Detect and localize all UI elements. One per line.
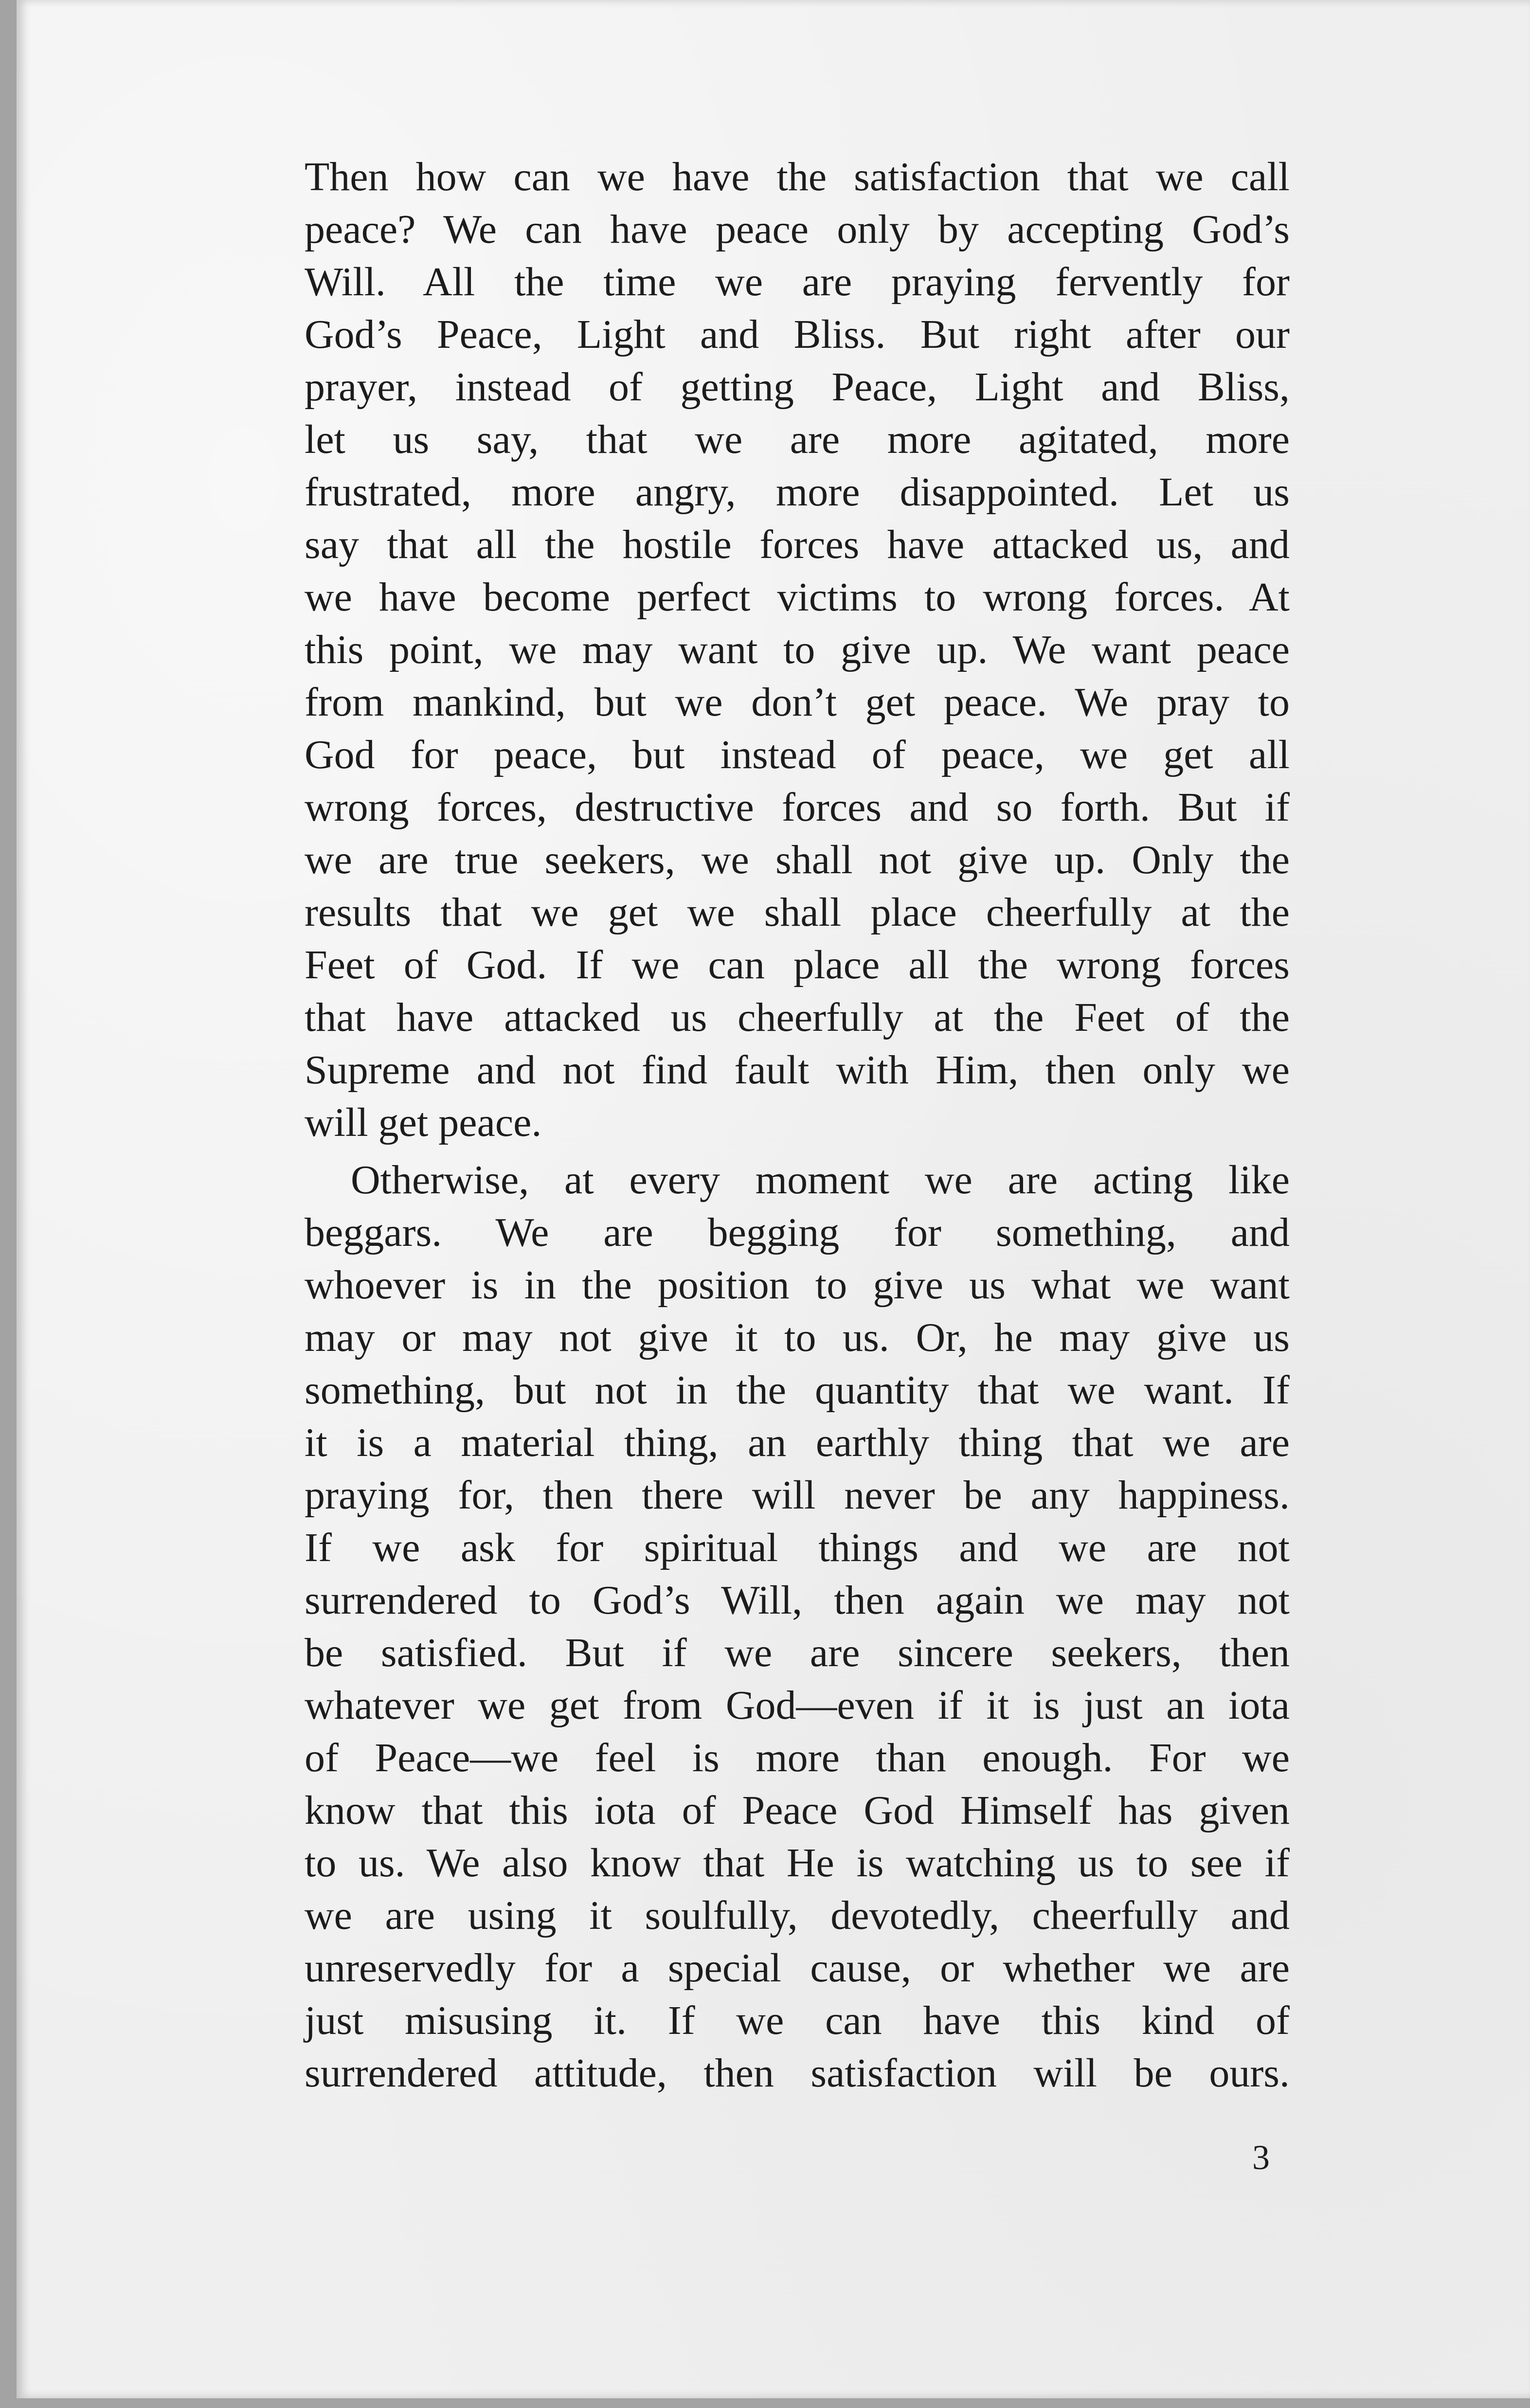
text-line: Then how can we have the satisfaction that we call xyxy=(305,154,1290,199)
text-line: something, but not in the quantity that we want. If xyxy=(305,1367,1290,1413)
text-line: that have attacked us cheerfully at the Feet of the xyxy=(305,995,1290,1040)
text-line: this point, we may want to give up. We want peace xyxy=(305,627,1290,672)
text-line: just misusing it. If we can have this kind of xyxy=(305,1998,1290,2043)
text-line: Otherwise, at every moment we are acting like xyxy=(351,1157,1290,1203)
text-line: we are using it soulfully, devotedly, cheerfully and xyxy=(305,1893,1290,1938)
text-line: let us say, that we are more agitated, more xyxy=(305,417,1290,462)
text-line: surrendered to God’s Will, then again we may not xyxy=(305,1578,1290,1623)
text-line: God’s Peace, Light and Bliss. But right after our xyxy=(305,312,1290,357)
text-line: wrong forces, destructive forces and so forth. But if xyxy=(305,785,1290,830)
text-line: If we ask for spiritual things and we are not xyxy=(305,1525,1290,1570)
text-line: to us. We also know that He is watching us to see if xyxy=(305,1840,1290,1886)
text-line: praying for, then there will never be any happiness. xyxy=(305,1473,1290,1518)
text-line: Will. All the time we are praying fervently for xyxy=(305,259,1290,305)
text-line: will get peace. xyxy=(305,1100,542,1145)
text-line: from mankind, but we don’t get peace. We pray to xyxy=(305,680,1290,725)
text-line: say that all the hostile forces have attacked us, and xyxy=(305,522,1290,567)
text-line: we have become perfect victims to wrong forces. At xyxy=(305,575,1290,620)
text-line: God for peace, but instead of peace, we get all xyxy=(305,732,1290,777)
text-line: peace? We can have peace only by accepting God’s xyxy=(305,207,1290,252)
text-line: it is a material thing, an earthly thing that we are xyxy=(305,1420,1290,1465)
text-line: know that this iota of Peace God Himself has given xyxy=(305,1788,1290,1833)
text-line: surrendered attitude, then satisfaction will be ours. xyxy=(305,2050,1290,2096)
text-line: whatever we get from God—even if it is just an iota xyxy=(305,1683,1290,1728)
text-line: prayer, instead of getting Peace, Light and Bliss, xyxy=(305,364,1290,410)
book-page xyxy=(17,0,1530,2398)
text-line: Feet of God. If we can place all the wrong forces xyxy=(305,942,1290,988)
page-number: 3 xyxy=(1252,2138,1270,2177)
text-line: be satisfied. But if we are sincere seekers, then xyxy=(305,1630,1290,1675)
body-text xyxy=(305,151,1290,2100)
text-line: whoever is in the position to give us what we want xyxy=(305,1262,1290,1308)
text-line: of Peace—we feel is more than enough. For we xyxy=(305,1735,1290,1780)
paragraph-2 xyxy=(305,1154,1290,2100)
text-line: we are true seekers, we shall not give up. Only the xyxy=(305,837,1290,882)
text-line: unreservedly for a special cause, or whether we are xyxy=(305,1945,1290,1991)
text-line: may or may not give it to us. Or, he may give us xyxy=(305,1315,1290,1360)
text-line: frustrated, more angry, more disappointed. Let us xyxy=(305,469,1290,515)
paragraph-1 xyxy=(305,151,1290,1149)
text-line: results that we get we shall place cheerfully at the xyxy=(305,890,1290,935)
text-line: Supreme and not find fault with Him, then only we xyxy=(305,1047,1290,1093)
text-line: beggars. We are begging for something, and xyxy=(305,1210,1290,1255)
